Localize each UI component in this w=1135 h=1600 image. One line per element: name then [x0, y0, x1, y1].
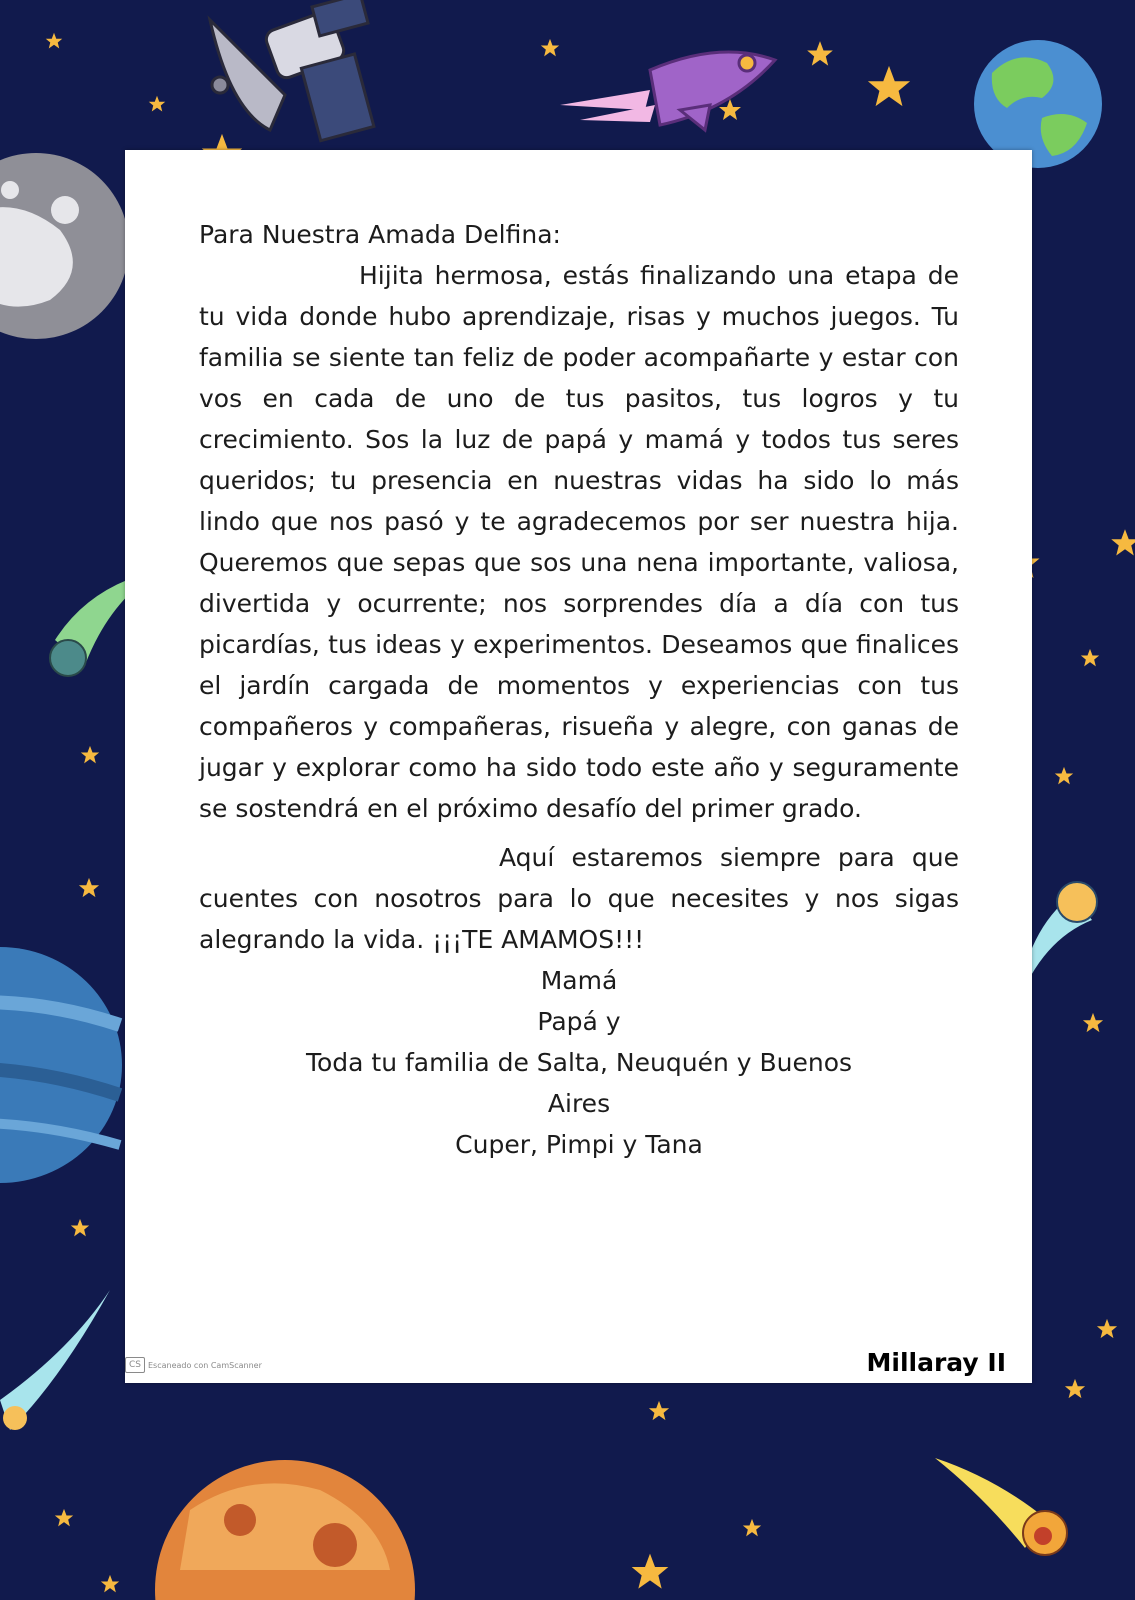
letter-paragraph-1: Hijita hermosa, estás finalizando una etapa de tu vida donde hubo aprendizaje, risas y muchos juegos. Tu familia se siente tan feliz de poder acompañarte y estar con vos en cada de uno de tus pasitos, tus logros y tu crecimiento. Sos la luz de papá y mamá y todos tus seres queridos; tu presencia en nuestras vidas ha sido lo más lindo que nos pasó y te agradecemos por ser nuestra hija. Queremos que sepas que sos una nena importante, valiosa, divertida y ocurrente; nos sorprendes día a día con tus picardías, tus ideas y experimentos. Deseamos que finalices el jardín cargada de momentos y experiencias con tus compañeros y compañeras, risueña y alegre, con ganas de jugar y explorar como ha sido todo este año y seguramente se sostendrá en el próximo desafío del primer grado.	[199, 261, 959, 823]
star-icon	[1054, 766, 1074, 786]
rocket-icon	[560, 30, 780, 140]
signature-line: Aires	[547, 1089, 611, 1118]
moon-planet	[0, 150, 132, 342]
comet-blue-left	[0, 1290, 120, 1440]
star-icon	[648, 1400, 670, 1422]
star-icon	[100, 1574, 120, 1594]
star-icon	[148, 95, 166, 113]
scanner-watermark	[125, 1357, 262, 1373]
camscanner-logo-icon: CS	[125, 1357, 145, 1373]
satellite-icon	[190, 0, 380, 145]
letter-greeting: Para Nuestra Amada Delfina:	[199, 220, 561, 249]
star-icon	[1110, 528, 1135, 558]
star-icon	[78, 877, 100, 899]
letter-signature	[199, 960, 959, 1165]
star-icon	[630, 1552, 670, 1592]
signature-line: Papá y	[537, 1007, 621, 1036]
star-icon	[1080, 648, 1100, 668]
signature-line: Cuper, Pimpi y Tana	[455, 1130, 703, 1159]
star-icon	[1082, 1012, 1104, 1034]
blue-planet	[0, 945, 125, 1185]
signature-line: Mamá	[540, 966, 618, 995]
star-icon	[540, 38, 560, 58]
letter-paragraph-2: Aquí estaremos siempre para que cuentes con nosotros para lo que necesites y nos sigas alegrando la vida. ¡¡¡TE AMAMOS!!!	[199, 843, 959, 954]
star-icon	[80, 745, 100, 765]
comet-yellow	[935, 1458, 1085, 1568]
star-icon	[45, 32, 63, 50]
author-credit: Millaray II	[866, 1348, 1006, 1377]
star-icon	[70, 1218, 90, 1238]
signature-line: Toda tu familia de Salta, Neuquén y Buenos	[305, 1048, 853, 1077]
star-icon	[1096, 1318, 1118, 1340]
star-icon	[806, 40, 834, 68]
star-icon	[54, 1508, 74, 1528]
star-icon	[866, 64, 912, 110]
orange-planet	[150, 1450, 420, 1600]
letter-body	[199, 214, 959, 1165]
letter-paper	[125, 150, 1032, 1383]
star-icon	[742, 1518, 762, 1538]
watermark-text: Escaneado con CamScanner	[148, 1360, 262, 1370]
star-icon	[718, 98, 742, 122]
star-icon	[1064, 1378, 1086, 1400]
